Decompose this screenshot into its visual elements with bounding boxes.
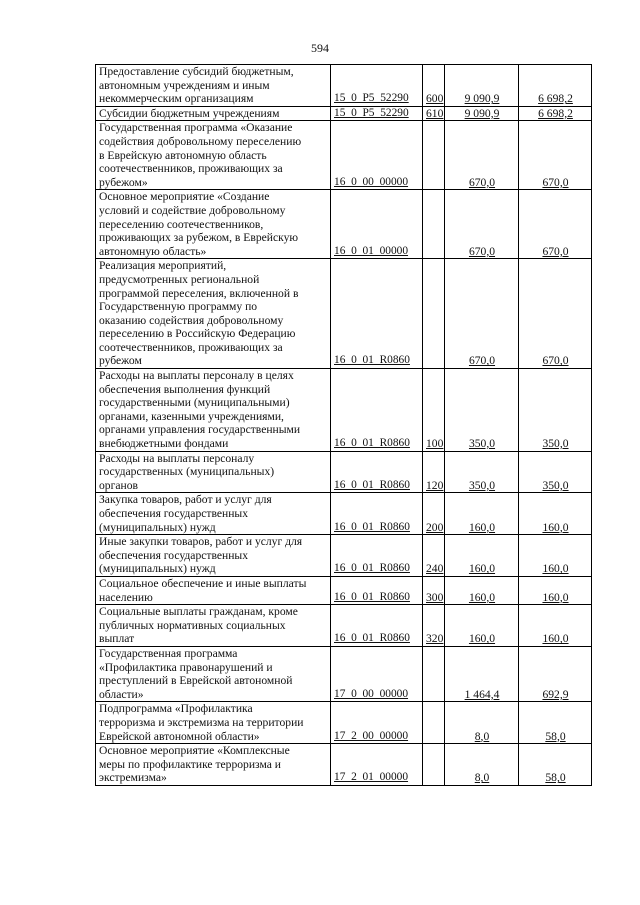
amount-year1-cell: 160,0 <box>445 535 519 577</box>
row-name-line: внебюджетными фондами <box>99 437 229 451</box>
amount-year2-cell: 58,0 <box>519 744 592 786</box>
row-name-line: содействия добровольному переселению <box>99 134 302 148</box>
row-name-line: Основное мероприятие «Комплексные <box>99 744 290 758</box>
amount-year1-cell: 9 090,9 <box>445 65 519 107</box>
table-row <box>96 65 592 107</box>
row-name-cell <box>96 106 331 121</box>
row-name-line: Иные закупки товаров, работ и услуг для <box>99 535 303 549</box>
row-name-line: выплат <box>99 632 135 646</box>
table-row <box>96 605 592 647</box>
table-row <box>96 646 592 701</box>
page-number: 594 <box>311 41 329 55</box>
expense-type-code-cell: 300 <box>423 576 445 604</box>
row-name-line: экстремизма» <box>99 771 167 785</box>
amount-year2-cell: 58,0 <box>519 702 592 744</box>
row-name-line: Предоставление субсидий бюджетным, <box>99 65 294 78</box>
row-name-line: государственными (муниципальными) <box>99 396 290 410</box>
row-name-line: автономную область» <box>99 244 207 258</box>
target-article-code-cell: 16 0 01 R0860 <box>331 576 423 604</box>
row-name-line: автономным учреждениям и иным <box>99 78 270 92</box>
row-name-cell <box>96 451 331 493</box>
row-name-cell <box>96 259 331 369</box>
table-row <box>96 493 592 535</box>
row-name-line: рубежом» <box>99 175 148 189</box>
row-name-cell <box>96 605 331 647</box>
row-name-line: соотечественников, проживающих за <box>99 162 283 176</box>
table-row <box>96 190 592 259</box>
row-name-line: Основное мероприятие «Создание <box>99 190 270 204</box>
row-name-cell <box>96 121 331 190</box>
expense-type-code-cell: 120 <box>423 451 445 493</box>
table-row <box>96 744 592 786</box>
expense-type-code-cell <box>423 646 445 701</box>
row-name-line: предусмотренных региональной <box>99 272 260 286</box>
row-name-line: Расходы на выплаты персоналу в целях <box>99 369 294 383</box>
target-article-code-cell: 17 2 01 00000 <box>331 744 423 786</box>
row-name-line: Государственная программа «Оказание <box>99 121 293 135</box>
row-name-cell <box>96 493 331 535</box>
amount-year1-cell: 350,0 <box>445 451 519 493</box>
expense-type-code-cell <box>423 744 445 786</box>
row-name-line: Субсидии бюджетным учреждениям <box>99 106 280 120</box>
row-name-cell <box>96 646 331 701</box>
target-article-code-cell: 16 0 01 R0860 <box>331 451 423 493</box>
table-row <box>96 106 592 121</box>
table-row <box>96 535 592 577</box>
row-name-line: области» <box>99 687 144 701</box>
amount-year2-cell: 350,0 <box>519 451 592 493</box>
row-name-line: Подпрограмма «Профилактика <box>99 702 253 716</box>
row-name-line: обеспечения государственных <box>99 548 249 562</box>
target-article-code-cell: 16 0 01 R0860 <box>331 535 423 577</box>
row-name-line: Государственную программу по <box>99 300 258 314</box>
amount-year1-cell: 1 464,4 <box>445 646 519 701</box>
row-name-line: населению <box>99 590 153 604</box>
table-row <box>96 369 592 452</box>
row-name-line: обеспечения выполнения функций <box>99 382 271 396</box>
row-name-line: Социальные выплаты гражданам, кроме <box>99 605 298 619</box>
target-article-code-cell: 16 0 01 00000 <box>331 190 423 259</box>
row-name-line: меры по профилактике терроризма и <box>99 757 281 771</box>
row-name-line: проживающих за рубежом, в Еврейскую <box>99 231 299 245</box>
amount-year2-cell: 350,0 <box>519 369 592 452</box>
row-name-line: органами, казенными учреждениями, <box>99 409 284 423</box>
row-name-line: соотечественников, проживающих за <box>99 340 283 354</box>
table-row <box>96 702 592 744</box>
row-name-cell <box>96 702 331 744</box>
row-name-line: программой переселения, включенной в <box>99 286 299 300</box>
expense-type-code-cell <box>423 702 445 744</box>
expense-type-code-cell: 320 <box>423 605 445 647</box>
expense-type-code-cell <box>423 121 445 190</box>
amount-year2-cell: 160,0 <box>519 535 592 577</box>
table-row <box>96 576 592 604</box>
expense-type-code-cell <box>423 259 445 369</box>
table-row <box>96 451 592 493</box>
amount-year1-cell: 9 090,9 <box>445 106 519 121</box>
expense-type-code-cell: 610 <box>423 106 445 121</box>
row-name-cell <box>96 576 331 604</box>
amount-year2-cell: 692,9 <box>519 646 592 701</box>
row-name-cell <box>96 744 331 786</box>
amount-year2-cell: 160,0 <box>519 576 592 604</box>
amount-year2-cell: 160,0 <box>519 493 592 535</box>
row-name-line: государственных (муниципальных) <box>99 465 275 479</box>
row-name-line: условий и содействие добровольному <box>99 203 286 217</box>
target-article-code-cell: 16 0 01 R0860 <box>331 369 423 452</box>
row-name-line: Закупка товаров, работ и услуг для <box>99 493 272 507</box>
row-name-line: терроризма и экстремизма на территории <box>99 715 304 729</box>
row-name-line: переселению соотечественников, <box>99 217 264 231</box>
amount-year2-cell: 670,0 <box>519 190 592 259</box>
row-name-line: «Профилактика правонарушений и <box>99 660 273 674</box>
row-name-cell <box>96 65 331 107</box>
row-name-line: рубежом <box>99 354 142 368</box>
amount-year2-cell: 670,0 <box>519 121 592 190</box>
table-row <box>96 121 592 190</box>
row-name-line: Реализация мероприятий, <box>99 259 227 273</box>
row-name-line: переселению в Российскую Федерацию <box>99 327 296 341</box>
row-name-line: Еврейской автономной области» <box>99 729 260 743</box>
expense-type-code-cell: 240 <box>423 535 445 577</box>
expense-type-code-cell: 100 <box>423 369 445 452</box>
budget-table-body <box>96 65 592 786</box>
row-name-line: некоммерческим организациям <box>99 92 254 106</box>
amount-year1-cell: 160,0 <box>445 576 519 604</box>
amount-year1-cell: 160,0 <box>445 605 519 647</box>
target-article-code-cell: 17 0 00 00000 <box>331 646 423 701</box>
row-name-line: Социальное обеспечение и иные выплаты <box>99 576 307 590</box>
row-name-cell <box>96 535 331 577</box>
amount-year1-cell: 670,0 <box>445 190 519 259</box>
row-name-line: Расходы на выплаты персоналу <box>99 451 255 465</box>
row-name-line: (муниципальных) нужд <box>99 562 216 576</box>
row-name-line: органами управления государственными <box>99 423 301 437</box>
row-name-line: оказанию содействия добровольному <box>99 313 284 327</box>
row-name-line: преступлений в Еврейской автономной <box>99 674 293 688</box>
row-name-cell <box>96 190 331 259</box>
amount-year1-cell: 350,0 <box>445 369 519 452</box>
target-article-code-cell: 16 0 01 R0860 <box>331 259 423 369</box>
target-article-code-cell: 16 0 00 00000 <box>331 121 423 190</box>
expense-type-code-cell: 600 <box>423 65 445 107</box>
amount-year1-cell: 160,0 <box>445 493 519 535</box>
amount-year2-cell: 670,0 <box>519 259 592 369</box>
row-name-line: (муниципальных) нужд <box>99 520 216 534</box>
amount-year1-cell: 8,0 <box>445 702 519 744</box>
target-article-code-cell: 15 0 P5 52290 <box>331 106 423 121</box>
target-article-code-cell: 17 2 00 00000 <box>331 702 423 744</box>
amount-year1-cell: 670,0 <box>445 259 519 369</box>
row-name-line: обеспечения государственных <box>99 507 249 520</box>
row-name-cell <box>96 369 331 452</box>
amount-year2-cell: 160,0 <box>519 605 592 647</box>
table-row <box>96 259 592 369</box>
amount-year1-cell: 670,0 <box>445 121 519 190</box>
row-name-line: публичных нормативных социальных <box>99 618 286 632</box>
row-name-line: в Еврейскую автономную область <box>99 148 267 162</box>
budget-table <box>95 64 592 786</box>
amount-year1-cell: 8,0 <box>445 744 519 786</box>
expense-type-code-cell <box>423 190 445 259</box>
target-article-code-cell: 16 0 01 R0860 <box>331 493 423 535</box>
amount-year2-cell: 6 698,2 <box>519 65 592 107</box>
expense-type-code-cell: 200 <box>423 493 445 535</box>
target-article-code-cell: 16 0 01 R0860 <box>331 605 423 647</box>
amount-year2-cell: 6 698,2 <box>519 106 592 121</box>
row-name-line: Государственная программа <box>99 646 238 660</box>
target-article-code-cell: 15 0 P5 52290 <box>331 65 423 107</box>
row-name-line: органов <box>99 478 138 492</box>
